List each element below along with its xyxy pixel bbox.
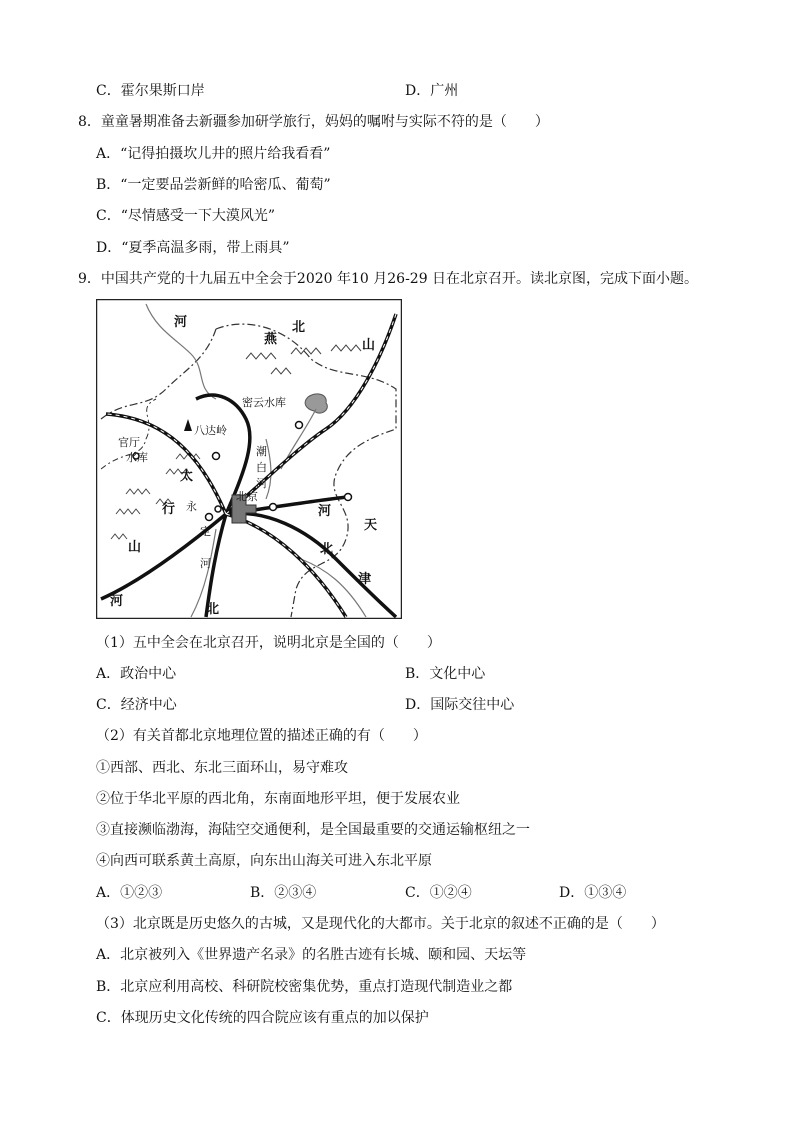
map-label-he2: 河 (256, 477, 267, 490)
q8-option-b: B．“一定要品尝新鲜的哈密瓜、葡萄” (96, 177, 331, 193)
map-label-guanting1: 官厅 (118, 436, 140, 449)
map-label-he4: 河 (318, 504, 332, 519)
q8-option-c: C．“尽情感受一下大漠风光” (96, 208, 276, 224)
q9-sub2-option-d: D．①③④ (559, 885, 627, 901)
map-label-hang: 行 (162, 502, 176, 517)
map-label-bei1: 北 (292, 320, 306, 335)
q8-stem: 8．童童暑期准备去新疆参加研学旅行，妈妈的嘱咐与实际不符的是（ ） (78, 114, 549, 130)
map-label-miyun: 密云水库 (242, 396, 286, 409)
map-label-yan: 燕 (264, 332, 278, 347)
q9-sub1-option-b: B．文化中心 (405, 666, 486, 682)
q9-sub3-stem: （3）北京既是历史悠久的古城，又是现代化的大都市。关于北京的叙述不正确的是（ ） (96, 916, 665, 932)
map-label-bei3: 北 (206, 602, 220, 617)
q9-sub3-option-b: B．北京应利用高校、科研院校密集优势，重点打造现代制造业之都 (96, 979, 513, 995)
map-label-he3: 河 (200, 557, 211, 570)
q9-sub2-item-3: ③直接濒临渤海，海陆空交通便利，是全国最重要的交通运输枢纽之一 (96, 822, 530, 838)
q9-sub2-stem: （2）有关首都北京地理位置的描述正确的有（ ） (96, 728, 427, 744)
q9-sub2-item-4: ④向西可联系黄土高原，向东出山海关可进入东北平原 (96, 853, 432, 869)
map-label-tai: 太 (180, 469, 194, 484)
q9-sub1-stem: （1）五中全会在北京召开，说明北京是全国的（ ） (96, 635, 441, 651)
q9-sub3-option-a: A．北京被列入《世界遗产名录》的名胜古迹有长城、颐和园、天坛等 (96, 947, 527, 963)
q8-option-d: D．“夏季高温多雨，带上雨具” (96, 240, 290, 256)
q9-sub3-option-c: C．体现历史文化传统的四合院应该有重点的加以保护 (96, 1010, 429, 1026)
map-label-ding: 定 (200, 525, 211, 538)
map-label-badaling: 八达岭 (194, 424, 227, 437)
q9-sub2-option-c: C．①②④ (405, 885, 472, 901)
q9-sub1-option-a: A．政治中心 (96, 666, 177, 682)
map-label-chao: 潮 (256, 445, 267, 458)
map-label-he1: 河 (174, 315, 188, 330)
map-label-beijing: 北京 (236, 490, 258, 503)
map-label-tian: 天 (364, 518, 378, 533)
map-label-he5: 河 (110, 594, 124, 609)
beijing-map (96, 299, 402, 619)
map-label-shan1: 山 (362, 338, 376, 353)
map-label-yong: 永 (186, 500, 197, 513)
map-label-shan2: 山 (128, 540, 142, 555)
q9-stem: 9．中国共产党的十九届五中全会于2020 年10 月26-29 日在北京召开。读北京图，完成下面小题。 (78, 271, 699, 287)
q7-option-c: C．霍尔果斯口岸 (96, 83, 205, 99)
q9-sub2-item-1: ①西部、西北、东北三面环山，易守难攻 (96, 760, 348, 776)
q8-option-a: A．“记得拍摄坎儿井的照片给我看看” (96, 146, 331, 162)
map-label-guanting2: 水库 (126, 451, 148, 464)
q9-sub1-option-d: D．国际交往中心 (405, 697, 515, 713)
map-label-jin: 津 (358, 572, 372, 587)
q9-sub2-option-b: B．②③④ (250, 885, 317, 901)
map-label-bei2: 北 (320, 542, 334, 557)
map-label-bai: 白 (256, 461, 267, 474)
q9-sub1-option-c: C．经济中心 (96, 697, 177, 713)
q9-sub2-item-2: ②位于华北平原的西北角，东南面地形平坦，便于发展农业 (96, 791, 460, 807)
q9-sub2-option-a: A．①②③ (96, 885, 163, 901)
q7-option-d: D．广州 (405, 83, 459, 99)
